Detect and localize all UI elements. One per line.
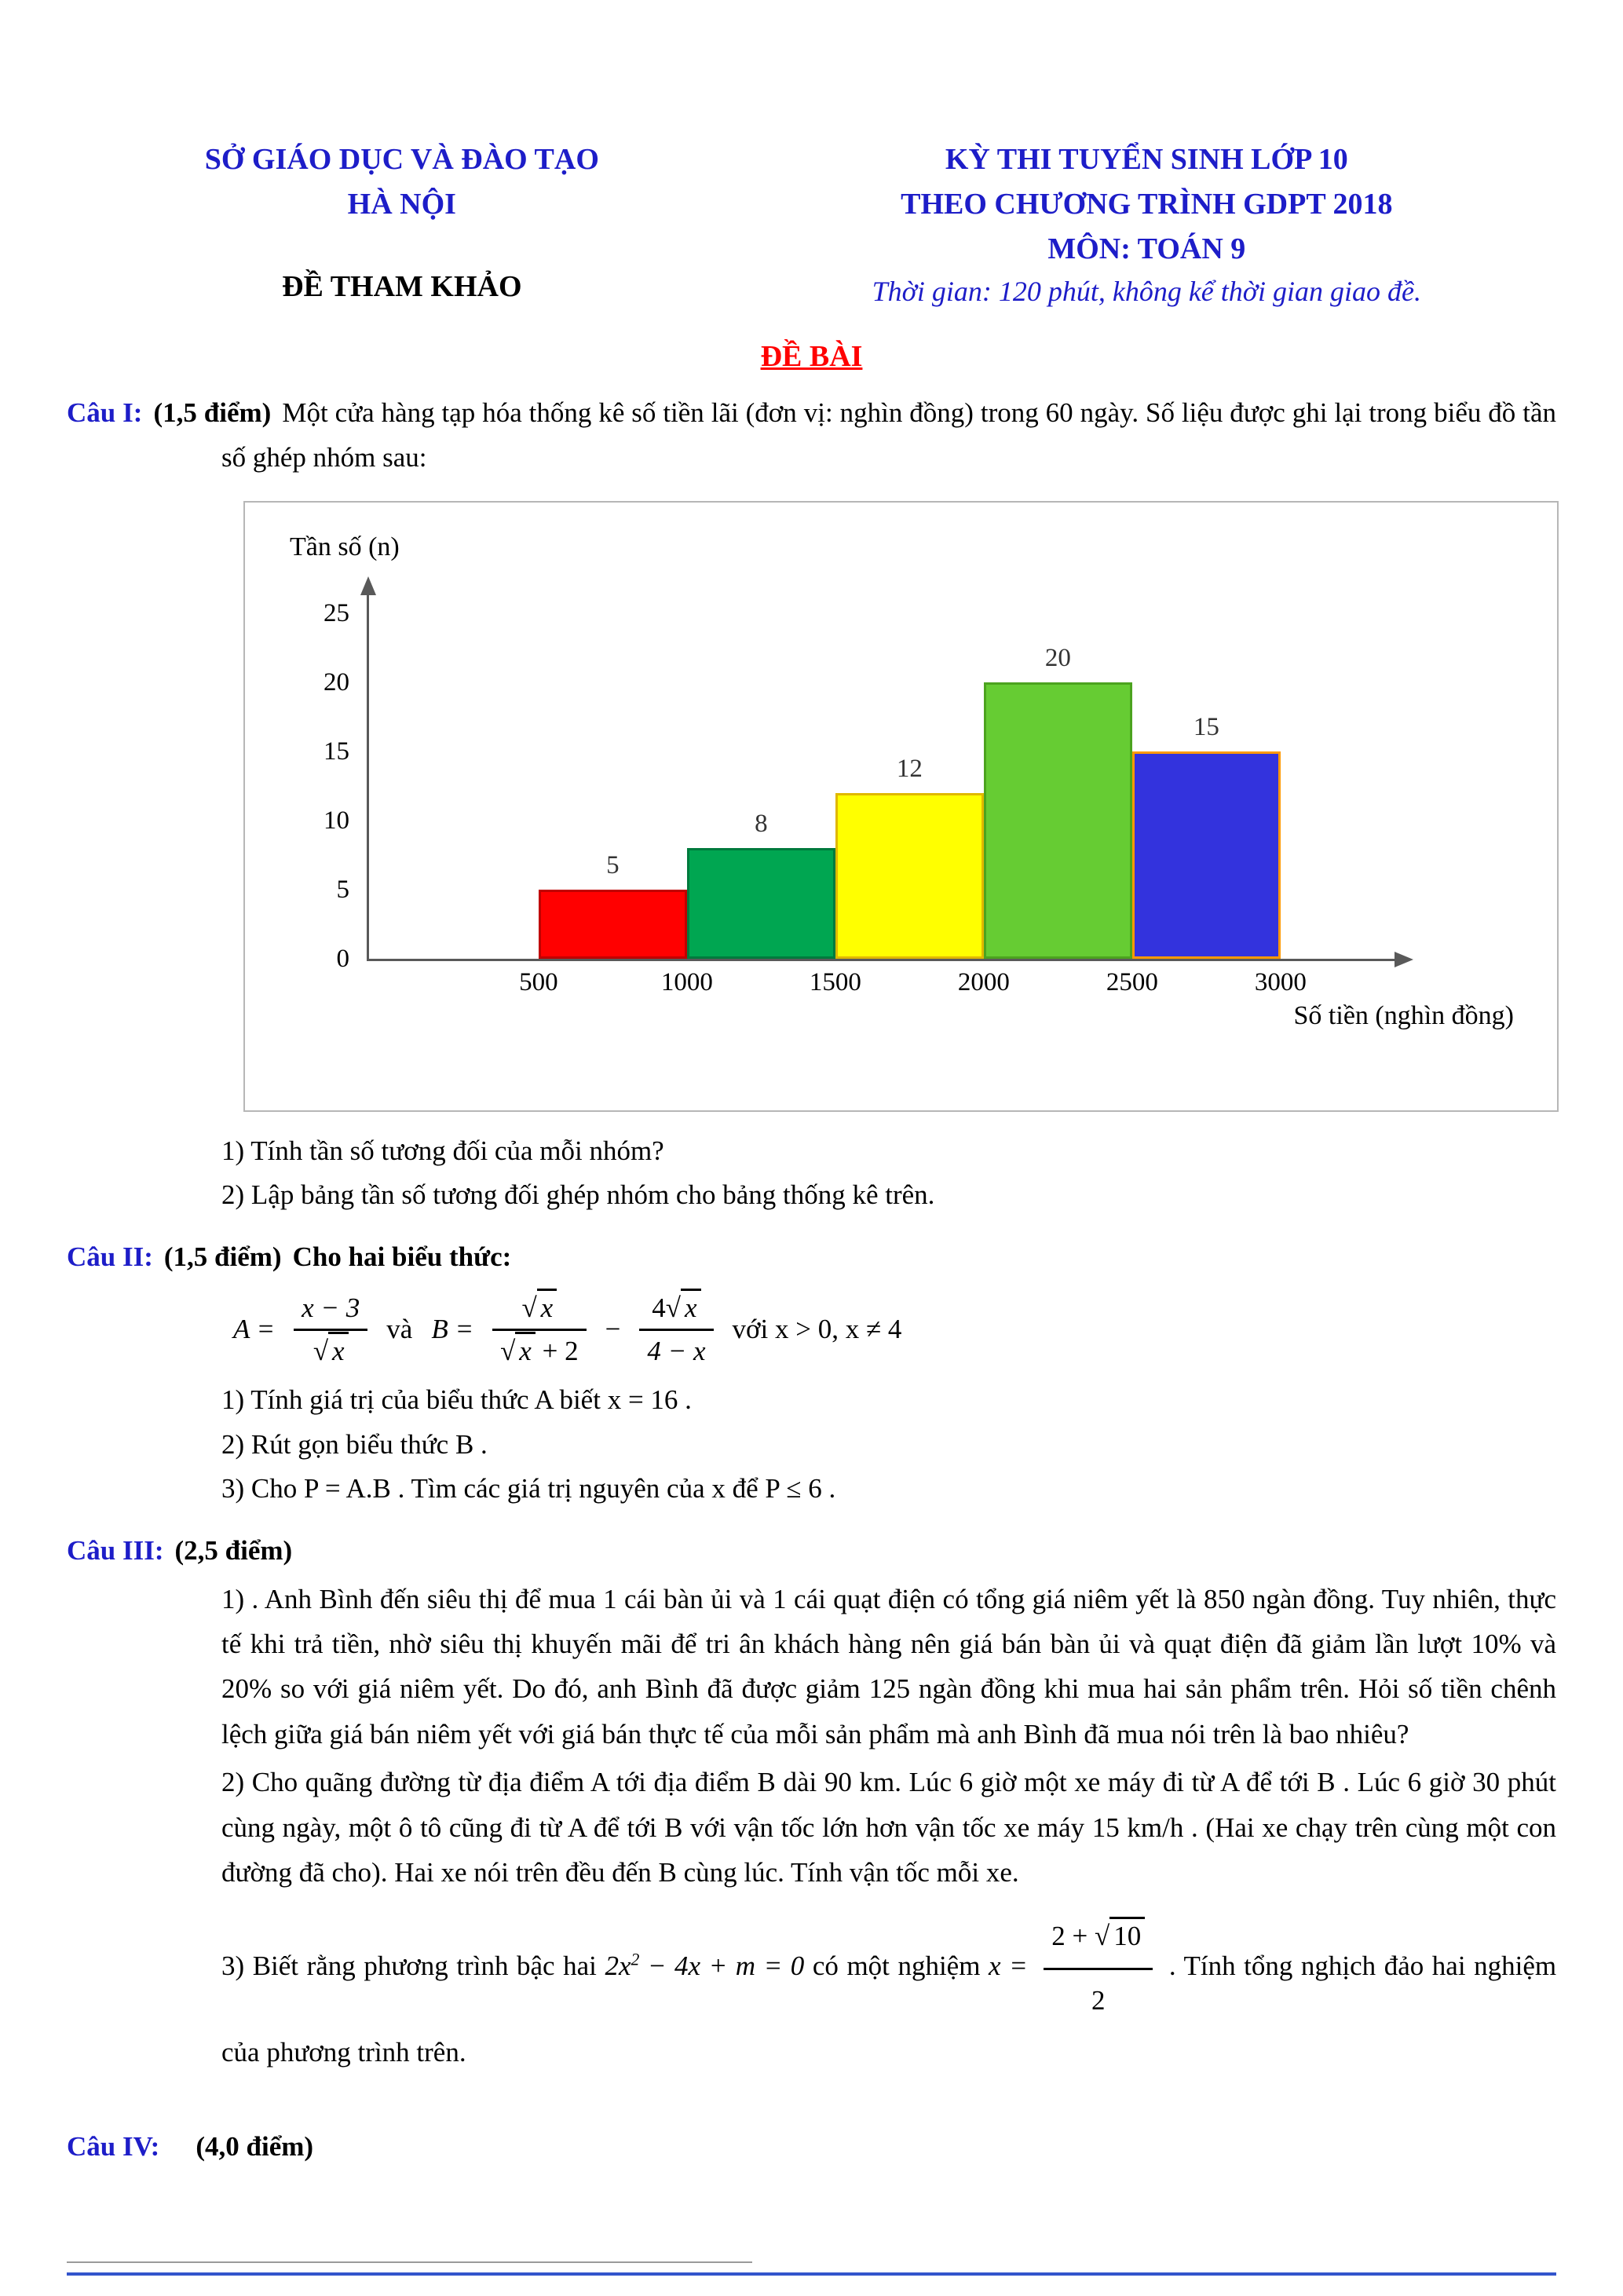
sqrt-symbol: √: [500, 1335, 516, 1366]
issuer-block: [67, 137, 737, 311]
bar-500-1000: [539, 850, 687, 959]
bar-2000-2500: [984, 643, 1132, 959]
issuer-line1: SỞ GIÁO DỤC VÀ ĐÀO TẠO: [204, 143, 599, 176]
sqrt-x: √ x: [521, 1289, 557, 1323]
cau3-points: (2,5 điểm): [174, 1534, 293, 1566]
cau2-points: (1,5 điểm): [163, 1241, 282, 1273]
y-tick-10: 10: [324, 806, 349, 835]
exam-info-block: [737, 137, 1556, 311]
section-cau2: [67, 1235, 1556, 1512]
cau4-label: Câu IV:: [67, 2130, 160, 2162]
bar-value-label: 8: [755, 809, 768, 838]
cau2-formulas: [67, 1292, 1556, 1367]
section-cau4: [67, 2131, 1556, 2163]
y-tick-15: 15: [324, 737, 349, 766]
cau3-problem-3: 3) Biết rằng phương trình bậc hai $2x^2 - 4x + m = 0$ có một nghiệm x = $\frac{2 + √ 10}{2}$ . Tính tổng nghịch đảo hai nghiệm của phương trình trên.: [67, 1910, 1556, 2079]
formula-a-fraction: $\frac{x - 3}{√ x}$: [294, 1292, 367, 1367]
sqrt-symbol: √: [665, 1292, 681, 1323]
cau1-points: (1,5 điểm): [153, 397, 272, 429]
root-fraction: $\frac{2 + √ 10}{2}$: [1044, 1910, 1153, 2027]
formula-joiner: và: [386, 1314, 413, 1345]
x-tick-2500: 2500: [1106, 967, 1158, 996]
bar-value-label: 15: [1193, 712, 1219, 741]
chart-plot: [324, 592, 1514, 1030]
bar-value-label: 12: [896, 754, 923, 783]
cau4-heading: [67, 2131, 1556, 2163]
chart-y-axis-title: Tần số (n): [290, 532, 400, 561]
y-axis-arrow-icon: [360, 576, 376, 595]
formula-b-fraction-2: $\frac{4√ x}{4 - x}$: [639, 1292, 713, 1367]
formula-a-lhs: A =: [233, 1314, 276, 1345]
cau2-question-1: 1) Tính giá trị của biểu thức A biết x = 16 .: [221, 1384, 692, 1415]
sqrt-symbol: √: [521, 1292, 537, 1323]
cau1-label: Câu I:: [67, 397, 143, 429]
section-cau3: [67, 1529, 1556, 2079]
sqrt-symbol: √: [313, 1335, 329, 1366]
quadratic-equation: $2x^2 - 4x + m = 0$: [605, 1950, 805, 1982]
cau2-question-3: 3) Cho P = A.B . Tìm các giá trị nguyên của x để P ≤ 6 .: [221, 1473, 836, 1504]
cau3-problem-1: 1) . Anh Bình đến siêu thị để mua 1 cái bàn ủi và 1 cái quạt điện có tổng giá niêm yết là 850 ngàn đồng. Tuy nhiên, thực tế khi trả tiền, nhờ siêu thị khuyến mãi để tri ân khách hàng nên giá bán bàn ủi và quạt điện đã giảm lần lượt 10% và 20% so với giá niêm yết. Do đó, anh Bình đã được giảm 125 ngàn đồng khi mua hai sản phẩm trên. Hỏi số tiền chênh lệch giữa giá bán niêm yết với giá bán thực tế của mỗi sản phẩm mà anh Bình đã mua nói trên là bao nhiêu?: [221, 1583, 1556, 1749]
y-tick-0: 0: [336, 944, 349, 973]
x-axis-arrow-icon: [1395, 952, 1413, 967]
bar-2500-3000: [1132, 712, 1281, 959]
footer-blue-rule: [67, 2272, 1556, 2276]
formula-b-fraction-1: $\frac{√ x}{√ x + 2}$: [492, 1292, 587, 1367]
exam-title-line1: KỲ THI TUYỂN SINH LỚP 10: [945, 143, 1348, 176]
chart-x-axis-title: Số tiền (nghìn đồng): [1293, 1000, 1514, 1030]
cau2-label: Câu II:: [67, 1241, 153, 1273]
cau1-intro-line: [67, 391, 1556, 480]
x-tick-1000: 1000: [660, 967, 713, 996]
x-tick-1500: 1500: [809, 967, 861, 996]
bar-1500-2000: [835, 754, 984, 959]
page-footer: [67, 2261, 1556, 2276]
x-tick-3000: 3000: [1254, 967, 1307, 996]
x-tick-500: 500: [519, 967, 558, 996]
exam-duration: Thời gian: 120 phút, không kể thời gian giao đề.: [872, 276, 1421, 307]
cau3-label: Câu III:: [67, 1534, 164, 1566]
cau2-intro-text: Cho hai biểu thức:: [292, 1241, 512, 1273]
page-title: ĐỀ BÀI: [760, 340, 863, 374]
document-header: [67, 137, 1556, 311]
y-tick-5: 5: [336, 875, 349, 904]
cau3-problem-2: 2) Cho quãng đường từ địa điểm A tới địa điểm B dài 90 km. Lúc 6 giờ một xe máy đi từ A để tới B . Lúc 6 giờ 30 phút cùng ngày, một ô tô cũng đi từ A để tới B với vận tốc lớn hơn vận tốc xe máy 15 km/h . (Hai xe chạy trên cùng một con đường đã cho). Hai xe nói trên đều đến B cùng lúc. Tính vận tốc mỗi xe.: [221, 1767, 1556, 1888]
cau4-points: (4,0 điểm): [196, 2130, 314, 2162]
exam-type: ĐỀ THAM KHẢO: [282, 270, 522, 303]
bar-1000-1500: [687, 809, 835, 959]
section-cau1: [67, 391, 1556, 1218]
sqrt-x: √ x: [313, 1332, 349, 1366]
cau1-intro-text: Một cửa hàng tạp hóa thống kê số tiền lãi (đơn vị: nghìn đồng) trong 60 ngày. Số liệu được ghi lại trong biểu đồ tần số ghép nhóm sau:: [221, 397, 1556, 473]
x-tick-2000: 2000: [957, 967, 1010, 996]
formula-b-lhs: B =: [431, 1314, 474, 1345]
bar-value-label: 5: [606, 850, 620, 879]
exam-subject: MÔN: TOÁN 9: [1047, 232, 1246, 265]
sqrt-x: √ x: [500, 1332, 536, 1366]
issuer-line2: HÀ NỘI: [347, 188, 456, 221]
formula-condition: với x > 0, x ≠ 4: [732, 1314, 902, 1345]
frequency-histogram: [243, 501, 1559, 1112]
bar-value-label: 20: [1044, 643, 1071, 672]
cau3-heading: [67, 1529, 1556, 1574]
cau2-question-2: 2) Rút gọn biểu thức B .: [221, 1428, 488, 1460]
formula-minus: −: [605, 1314, 621, 1345]
exam-title-line2: THEO CHƯƠNG TRÌNH GDPT 2018: [901, 188, 1393, 221]
sqrt-x: √ x: [666, 1289, 701, 1323]
sqrt-symbol: √: [1095, 1921, 1110, 1952]
y-tick-20: 20: [324, 667, 349, 696]
cau1-question-1: 1) Tính tần số tương đối của mỗi nhóm?: [221, 1135, 664, 1166]
cau2-heading: [67, 1235, 1556, 1280]
sqrt-10: √ 10: [1095, 1917, 1145, 1951]
y-tick-25: 25: [324, 598, 349, 627]
footer-gray-rule: [67, 2261, 752, 2263]
cau1-question-2: 2) Lập bảng tần số tương đối ghép nhóm cho bảng thống kê trên.: [221, 1179, 935, 1211]
